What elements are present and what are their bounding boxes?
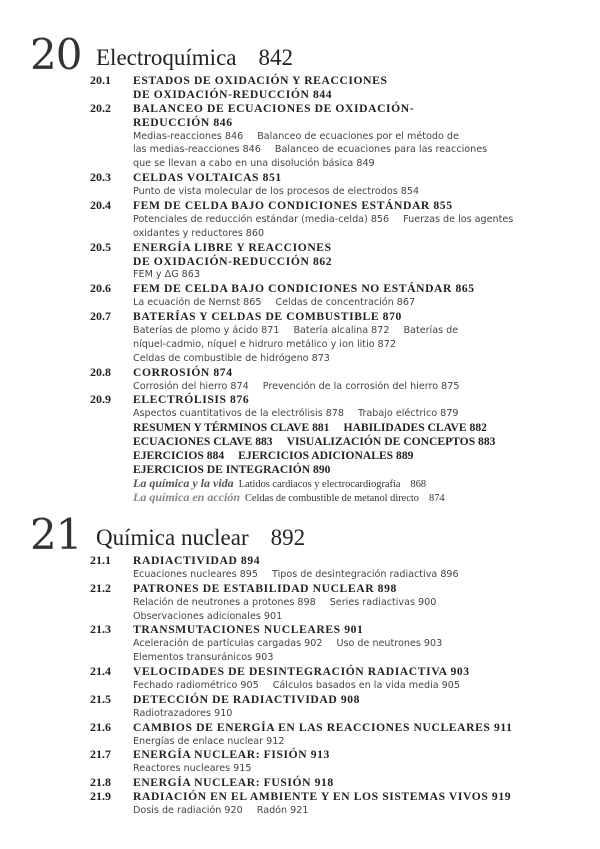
section-number: 20.4: [90, 198, 111, 213]
section-number: 21.6: [90, 719, 111, 734]
section-entry: [0, 282, 513, 310]
section-heading-line[interactable]: RADIACIÓN EN EL AMBIENTE Y EN LOS SISTEMAS VIVOS 919: [133, 790, 512, 804]
subsection-line: [133, 610, 513, 624]
feature-text: Latidos cardiacos y electrocardiografía: [238, 478, 401, 490]
back-matter-item[interactable]: EJERCICIOS 884: [133, 449, 225, 463]
subsection-item[interactable]: Balanceo de ecuaciones por el método de: [257, 130, 459, 142]
section-number: 20.9: [90, 392, 111, 407]
section-number: 20.8: [90, 364, 111, 379]
section-entry: [0, 554, 513, 582]
subsection-item[interactable]: níquel-cadmio, níquel e hidruro metálico y ion litio 872: [133, 338, 396, 350]
section-entry: [0, 790, 513, 818]
section-heading-line[interactable]: ENERGÍA NUCLEAR: FUSIÓN 918: [133, 776, 334, 790]
back-matter-line: [133, 435, 513, 449]
subsection-line: [133, 407, 513, 421]
section-heading-line[interactable]: BALANCEO DE ECUACIONES DE OXIDACIÓN-: [133, 101, 415, 115]
subsection-item[interactable]: Corrosión del hierro 874: [133, 380, 249, 392]
subsection-item[interactable]: Fechado radiométrico 905: [133, 680, 259, 692]
subsection-item[interactable]: Radón 921: [256, 805, 309, 817]
chapter-page: 842: [258, 45, 293, 70]
subsection-item[interactable]: Series radiactivas 900: [329, 596, 437, 608]
section-entry: [0, 74, 513, 102]
subsection-line: [133, 143, 513, 157]
subsection-item[interactable]: Medias-reacciones 846: [133, 130, 244, 142]
subsection-item[interactable]: que se llevan a cabo en una disolución básica 849: [133, 158, 375, 170]
subsection-line: [133, 157, 513, 171]
subsection-item[interactable]: Dosis de radiación 920: [133, 805, 243, 817]
back-matter-line: [133, 449, 513, 463]
subsection-item[interactable]: Reactores nucleares 915: [133, 763, 252, 775]
section-number: 21.4: [90, 664, 111, 679]
back-matter-item[interactable]: ECUACIONES CLAVE 883: [133, 435, 273, 449]
section-entry: [0, 366, 513, 394]
section-heading-line[interactable]: DE OXIDACIÓN-REDUCCIÓN 862: [133, 254, 333, 268]
section-number: 21.9: [90, 789, 111, 804]
section-entry: [0, 665, 513, 693]
subsection-line: [133, 735, 513, 749]
section-entry: [0, 693, 513, 721]
section-number: 20.5: [90, 239, 111, 254]
subsection-item[interactable]: Observaciones adicionales 901: [133, 610, 283, 622]
chapter-heading: [0, 30, 600, 79]
section-heading-line[interactable]: ENERGÍA LIBRE Y REACCIONES: [133, 240, 332, 254]
subsection-item[interactable]: Potenciales de reducción estándar (media-celda) 856: [133, 213, 390, 225]
subsection-item[interactable]: Relación de neutrones a protones 898: [133, 596, 316, 608]
section-entry: [0, 310, 513, 366]
subsection-line: [133, 651, 513, 665]
section-list: [0, 74, 513, 505]
section-entry: [0, 171, 513, 199]
section-number: 20.1: [90, 73, 111, 87]
subsection-item[interactable]: Balanceo de ecuaciones para las reacciones: [274, 144, 488, 156]
subsection-item[interactable]: Celdas de combustible de hidrógeno 873: [133, 352, 330, 364]
section-heading-line[interactable]: RADIACTIVIDAD 894: [133, 554, 261, 567]
subsection-item[interactable]: Radiotrazadores 910: [133, 707, 233, 719]
feature-box-entry[interactable]: [133, 477, 513, 491]
subsection-line: [133, 596, 513, 610]
back-matter-item[interactable]: EJERCICIOS DE INTEGRACIÓN 890: [133, 462, 331, 476]
section-number: 20.2: [90, 100, 111, 115]
section-entry: [0, 241, 513, 283]
subsection-line: [133, 268, 513, 282]
subsection-item[interactable]: Tipos de desintegración radiactiva 896: [272, 568, 459, 580]
subsection-item[interactable]: Energías de enlace nuclear 912: [133, 735, 285, 747]
section-number: 21.5: [90, 691, 111, 706]
feature-text: Celdas de combustible de metanol directo: [245, 492, 419, 504]
subsection-item[interactable]: Punto de vista molecular de los procesos de electrodos 854: [133, 186, 420, 198]
section-number: 20.7: [90, 309, 111, 324]
section-heading-line[interactable]: ELECTRÓLISIS 876: [133, 393, 250, 407]
subsection-line: [133, 804, 513, 818]
section-entry: [0, 199, 513, 241]
section-number: 21.8: [90, 775, 111, 790]
section-number: 21.2: [90, 580, 111, 595]
back-matter-line: [133, 421, 513, 435]
subsection-item[interactable]: Aceleración de partículas cargadas 902: [133, 638, 323, 650]
section-number: 21.1: [90, 553, 111, 567]
back-matter-item[interactable]: EJERCICIOS ADICIONALES 889: [238, 449, 414, 463]
subsection-line: [133, 380, 513, 394]
section-number: 21.3: [90, 622, 111, 637]
subsection-item[interactable]: Baterías de plomo y ácido 871: [133, 325, 280, 337]
section-heading-line[interactable]: CORROSIÓN 874: [133, 365, 233, 379]
section-heading-line[interactable]: TRANSMUTACIONES NUCLEARES 901: [133, 623, 364, 637]
section-entry: [0, 102, 513, 171]
section-number: 20.3: [90, 170, 111, 185]
subsection-item[interactable]: FEM y ΔG 863: [133, 269, 200, 281]
section-entry: [0, 721, 513, 749]
chapter-title[interactable]: Electroquímica: [96, 45, 237, 70]
subsection-line: [133, 679, 513, 693]
subsection-item[interactable]: Ecuaciones nucleares 895: [133, 568, 259, 580]
section-entry: [0, 393, 513, 421]
subsection-line: [133, 338, 513, 352]
subsection-item[interactable]: oxidantes y reductores 860: [133, 227, 265, 239]
subsection-item[interactable]: Fuerzas de los agentes: [403, 213, 514, 225]
subsection-line: [133, 130, 513, 144]
chapter-title[interactable]: Química nuclear: [96, 525, 249, 550]
section-heading-line[interactable]: ESTADOS DE OXIDACIÓN Y REACCIONES: [133, 74, 388, 87]
section-heading-line[interactable]: FEM DE CELDA BAJO CONDICIONES NO ESTÁNDAR 865: [133, 282, 475, 296]
back-matter-item[interactable]: HABILIDADES CLAVE 882: [343, 421, 487, 435]
section-heading-line[interactable]: FEM DE CELDA BAJO CONDICIONES ESTÁNDAR 855: [133, 199, 453, 213]
section-heading-line[interactable]: REDUCCIÓN 846: [133, 115, 233, 129]
section-heading-line[interactable]: DE OXIDACIÓN-REDUCCIÓN 844: [133, 87, 333, 101]
feature-label: La química en acción: [133, 489, 240, 504]
subsection-line: [133, 185, 513, 199]
chapter-number: 20: [30, 30, 82, 79]
section-heading-line[interactable]: VELOCIDADES DE DESINTEGRACIÓN RADIACTIVA 903: [133, 665, 470, 679]
subsection-item[interactable]: las medias-reacciones 846: [133, 144, 261, 156]
chapter-20: [0, 30, 600, 504]
chapter-heading: [0, 510, 600, 559]
subsection-line: [133, 296, 513, 310]
back-matter-line: [133, 463, 513, 477]
back-matter-item[interactable]: VISUALIZACIÓN DE CONCEPTOS 883: [286, 435, 496, 449]
subsection-line: [133, 637, 513, 651]
subsection-item[interactable]: Uso de neutrones 903: [336, 638, 443, 650]
section-number: 20.6: [90, 281, 111, 296]
section-heading-line[interactable]: CAMBIOS DE ENERGÍA EN LAS REACCIONES NUCLEARES 911: [133, 720, 513, 734]
back-matter-item[interactable]: RESUMEN Y TÉRMINOS CLAVE 881: [133, 421, 330, 435]
feature-page: 868: [410, 478, 427, 490]
subsection-line: [133, 227, 513, 241]
chapter-number: 21: [30, 510, 82, 559]
subsection-item[interactable]: Celdas de concentración 867: [275, 297, 416, 309]
chapter-21: [0, 510, 600, 817]
feature-box-entry[interactable]: [133, 491, 513, 505]
subsection-line: [133, 324, 513, 338]
subsection-item[interactable]: Aspectos cuantitativos de la electrólisis 878: [133, 408, 345, 420]
section-heading-line[interactable]: DETECCIÓN DE RADIACTIVIDAD 908: [133, 692, 361, 706]
subsection-item[interactable]: Trabajo eléctrico 879: [358, 408, 459, 420]
subsection-item[interactable]: La ecuación de Nernst 865: [133, 297, 262, 309]
subsection-item[interactable]: Cálculos basados en la vida media 905: [272, 680, 460, 692]
subsection-line: [133, 213, 513, 227]
section-entry: [0, 582, 513, 624]
subsection-item[interactable]: Baterías de: [403, 325, 459, 337]
feature-page: 874: [429, 492, 445, 504]
section-entry: [0, 623, 513, 665]
section-list: [0, 554, 513, 818]
section-entry: [0, 776, 513, 790]
subsection-line: [133, 707, 513, 721]
section-heading-line[interactable]: BATERÍAS Y CELDAS DE COMBUSTIBLE 870: [133, 310, 402, 324]
section-heading-line[interactable]: ENERGÍA NUCLEAR: FISIÓN 913: [133, 748, 330, 762]
subsection-item[interactable]: Batería alcalina 872: [293, 325, 390, 337]
subsection-line: [133, 762, 513, 776]
subsection-item[interactable]: Elementos transuránicos 903: [133, 652, 274, 664]
section-entry: [0, 748, 513, 776]
section-number: 21.7: [90, 747, 111, 762]
subsection-item[interactable]: Prevención de la corrosión del hierro 875: [262, 380, 460, 392]
section-heading-line[interactable]: PATRONES DE ESTABILIDAD NUCLEAR 898: [133, 581, 397, 595]
chapter-title-row: [96, 45, 293, 71]
chapter-title-row: [96, 525, 305, 551]
subsection-line: [133, 568, 513, 582]
chapter-page: 892: [270, 525, 306, 550]
subsection-line: [133, 352, 513, 366]
section-heading-line[interactable]: CELDAS VOLTAICAS 851: [133, 171, 282, 185]
feature-label: La química y la vida: [133, 475, 234, 490]
